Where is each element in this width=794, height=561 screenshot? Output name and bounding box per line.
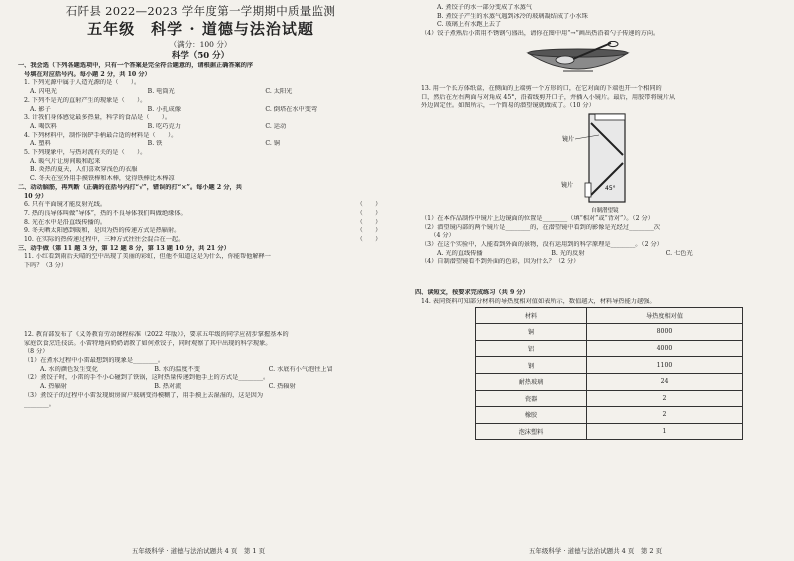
judgment-item: 6. 只有平面镜才能反射光线。 （ ） xyxy=(24,201,382,209)
question-11-cont: 下吗？（3 分） xyxy=(24,262,68,270)
mirror-label: 镜片 xyxy=(562,135,575,143)
sub-question: （2）煮饺子时，小雷的手不小心碰到了铁锅，这时热量传递到他手上的方式是________。 xyxy=(24,374,270,382)
option: A. 影子 xyxy=(30,105,51,113)
option: B. 小孔成像 xyxy=(147,105,181,113)
judgment-item: 10. 在实际的热传递过程中，三种方式往往会混合在一起。 （ ） xyxy=(24,236,382,244)
question-13-cont: 外边固定住。如图所示，一个简易的潜望镜就做成了。（10 分） xyxy=(421,102,595,110)
thermal-conductivity-table xyxy=(475,307,743,441)
option: B. 煮饺子产生的水蒸气遇到冰冷的玻璃凝结成了小水珠 xyxy=(437,12,588,20)
question-stem: 3. 计我们身体感觉最多热量，科学的食品是（ ）。 xyxy=(24,114,172,122)
judgment-item: 9. 冬天晒太阳感到暖和，是因为热的传递方式是热辐射。 （ ） xyxy=(24,227,382,235)
options-row xyxy=(18,106,383,115)
option: C. 冬天在室外用手摸铁棒和木棒，觉得铁棒比木棒凉 xyxy=(30,175,175,183)
part1-heading-cont: 号填在对应括号内。每小题 2 分，共 10 分） xyxy=(24,70,151,78)
question-stem: 1. 下列光源中属于人造光源的是（ ）。 xyxy=(24,79,141,87)
option: A. 热辐射 xyxy=(40,383,67,391)
part3-heading: 三、动手做（第 11 题 3 分，第 12 题 8 分，第 13 题 10 分，共 21 分） xyxy=(18,244,230,252)
option: B. 铁 xyxy=(147,140,163,148)
table-header: 导热度相对值 xyxy=(587,307,743,324)
question-stem: 5. 下列现象中，与热对流有关的是（ ）。 xyxy=(24,149,147,157)
option: A. 喝饮料 xyxy=(30,122,57,130)
question-stem: 4. 下列材料中，制作锅铲手柄最合适的材料是（ ）。 xyxy=(24,131,178,139)
question-stem: 2. 下列不是光的直射产生的现象是（ ）。 xyxy=(24,96,147,104)
table-row: 铜 8000 xyxy=(476,324,743,341)
page-footer: 五年级科学 · 道德与法治试题共 4 页 第 2 页 xyxy=(528,547,663,555)
sub-question: （1）在煮水过程中小雷最想到的现象是________。 xyxy=(24,356,165,364)
option: A. 光的直线传播 xyxy=(437,249,483,257)
table-row: 耐热玻璃 24 xyxy=(476,373,743,390)
question-12-cont: 家庭饮食烹饪技法。小雷特地向奶奶请教了如何煮饺子，同时观察了其中出现的科学现象。 xyxy=(24,339,272,347)
option: C. 铜 xyxy=(265,140,280,148)
right-page xyxy=(397,0,794,561)
table-header: 材料 xyxy=(476,307,587,324)
option: C. 倒塔在水中变弯 xyxy=(265,105,318,113)
options-row xyxy=(18,123,383,132)
option: C. 玻璃上有水跑上去了 xyxy=(437,21,502,29)
sub-question: （2）潜望镜内部的两个镜片是________的，在潜望镜中看到的影像是光经过________次 xyxy=(421,223,661,231)
periscope-diagram xyxy=(539,111,679,215)
options-row xyxy=(415,250,780,259)
option: B. 热对流 xyxy=(154,383,182,391)
sub-question: （3）在这个实验中，人能看到外面的景物，没有运用到的科学原理是________。（2 分） xyxy=(421,241,663,249)
table-row: 泡沫塑料 1 xyxy=(476,423,743,440)
option: B. 光的反射 xyxy=(551,249,585,257)
answer-space xyxy=(18,271,383,331)
option: A. 闪电光 xyxy=(30,88,57,96)
part4-heading: 四、读短文，按要求完成练习（共 9 分） xyxy=(415,289,529,297)
table-header-row xyxy=(476,307,743,324)
figure-caption: 自制潜望镜 xyxy=(591,207,619,214)
table-row: 铝 4000 xyxy=(476,340,743,357)
option: B. 炎热的夏天，人们喜欢穿浅色的衣服 xyxy=(30,166,138,174)
angle-label: 45° xyxy=(605,184,616,192)
judgment-item: 7. 热的良导体叫做“导体”，热的不良导体我们叫做绝缘体。 （ ） xyxy=(24,209,382,217)
part1-heading: 一、我会选（下列各题选项中，只有一个答案是完全符合题意的，请根据正确答案的序 xyxy=(18,62,254,69)
question-12: 12. 教育部发布了《义务教育劳动课程标准（2022 年版）》，要求五年级的同学应初步掌握基本的 xyxy=(24,330,289,338)
part2-heading-cont: 10 分） xyxy=(24,192,48,200)
table-row: 钢 1100 xyxy=(476,357,743,374)
question-14: 14. 表同资料可知部分材料的导热度相对值如表所示，数值越大，材料导热能力越强。 xyxy=(421,297,656,305)
options-row xyxy=(18,366,383,375)
sub-question-cont: ________。 xyxy=(24,400,55,408)
option: C. 热辐射 xyxy=(268,383,296,391)
full-score: （满分：100 分） xyxy=(169,40,232,49)
options-row xyxy=(18,88,383,97)
table-row: 瓷器 2 xyxy=(476,390,743,407)
option: B. 水的温度不变 xyxy=(154,365,200,373)
mirror-label: 镜片 xyxy=(561,181,574,189)
option: B. 吃巧克力 xyxy=(147,122,181,130)
subject-title: 五年级 科学 · 道德与法治试题 xyxy=(87,20,314,38)
options-row xyxy=(18,383,383,392)
sub-question: （1）在本作品制作中镜片上边镜面的位置是________（填“相对”或“背对”）。（2 分） xyxy=(421,214,654,222)
sub-question: （4）饺子煮熟后小雷用不锈钢勺盛出，请你在图中用“→”画出热沿着勺子传递的方向。 xyxy=(421,30,660,38)
question-11: 11. 小红看到雨后天晴的空中出现了美丽的彩虹，但他不知道这是为什么，你能帮他解释一 xyxy=(24,253,271,261)
options-row xyxy=(18,140,383,149)
option: C. 水底有小气泡往上冒 xyxy=(268,365,333,373)
sub-question: （4）自制潜望镜看不到外面的色彩，因为什么？（2 分） xyxy=(421,258,580,266)
option: C. 太阳光 xyxy=(265,88,293,96)
exam-title: 石阡县 2022—2023 学年度第一学期期中质量监测 xyxy=(65,4,336,18)
option: A. 煮饺子的水一部分变成了水蒸气 xyxy=(437,4,533,11)
judgment-item: 8. 光在水中是沿直线传播的。 （ ） xyxy=(24,218,382,226)
option: A. 暖气片让房间暖和起来 xyxy=(30,157,101,165)
page-footer: 五年级科学 · 道德与法治试题共 4 页 第 1 页 xyxy=(131,547,266,555)
part2-heading: 二、动动脑筋，再判断（正确的在括号内打“√”，错误的打“×”。每小题 2 分，共 xyxy=(18,183,242,191)
question-13: 13. 用一个长方体纸盒，在侧面的上端剪一个方形的口，在它对面的下端也开一个相同的 xyxy=(421,84,662,92)
table-row: 橡胶 2 xyxy=(476,407,743,424)
option: C. 七色光 xyxy=(665,249,693,257)
option: B. 电筒光 xyxy=(147,88,175,96)
bowl-with-spoon-illustration xyxy=(523,41,633,79)
section-title: 科学（50 分） xyxy=(171,51,230,61)
question-12-score: （8 分） xyxy=(24,348,49,356)
sub-question: （3）煮饺子的过程中小雷发现厨房窗户玻璃变得模糊了，用手摸上去湿湿的，这是因为 xyxy=(24,391,264,399)
answer-space xyxy=(415,267,780,289)
option: A. 水的颜色发生变化 xyxy=(40,365,98,373)
option: A. 塑料 xyxy=(30,140,51,148)
option: C. 运动 xyxy=(265,122,287,130)
sub-question-cont: （4 分） xyxy=(421,232,455,240)
question-13-cont: 口，然后在左右两面与对角成 45°，沿着线剪开口子，并插入小镜片。最后，用胶带将镜片从 xyxy=(421,93,676,101)
periscope-figure xyxy=(415,111,780,215)
